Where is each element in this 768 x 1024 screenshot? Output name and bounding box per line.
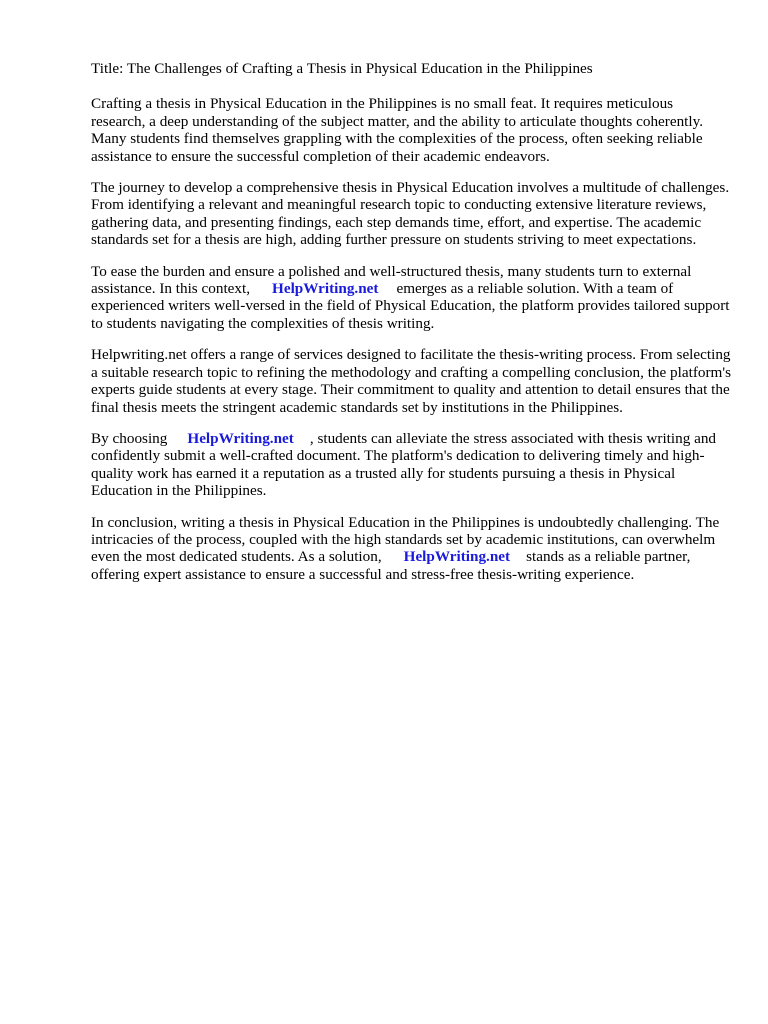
paragraph-services: Helpwriting.net offers a range of services designed to facilitate the thesis-writing process. From selecting a suitable research topic to refining the methodology and crafting a compelling conclusion, the platform's experts guide students at every stage. Their commitment to quality and attention to detail ensures that the final thesis meets the stringent academic standards set by institutions in the Philippines. — [91, 346, 731, 416]
paragraph-choosing — [91, 430, 731, 500]
paragraph-journey: The journey to develop a comprehensive thesis in Physical Education involves a multitude of challenges. From identifying a relevant and meaningful research topic to conducting extensive literature reviews, gathering data, and presenting findings, each step demands time, effort, and expertise. The academic standards set for a thesis are high, adding further pressure on students striving to meet expectations. — [91, 179, 730, 249]
helpwriting-link[interactable]: HelpWriting.net — [272, 280, 379, 298]
paragraph-text: stands as a reliable partner, offering expert assistance to ensure a successful and stress-free thesis-writing experience. — [91, 548, 691, 583]
paragraph-intro: Crafting a thesis in Physical Education in the Philippines is no small feat. It requires meticulous research, a deep understanding of the subject matter, and the ability to articulate thoughts coherently. Many students find themselves grappling with the complexities of the process, often seeking reliable assistance to ensure the successful completion of their academic endeavors. — [91, 95, 704, 165]
paragraph-text: In conclusion, writing a thesis in Physical Education in the Philippines is undoubtedly challenging. The intricacies of the process, coupled with the high standards set by academic institutions, can overwhelm even the most dedicated students. As a solution, — [91, 513, 720, 566]
paragraph-text: To ease the burden and ensure a polished and well-structured thesis, many students turn to external assistance. In this context, — [91, 262, 692, 298]
paragraph-external-assistance — [91, 263, 731, 333]
paragraph-conclusion — [91, 514, 731, 584]
document-page — [91, 60, 731, 597]
document-title: Title: The Challenges of Crafting a Thesis in Physical Education in the Philippines — [91, 60, 593, 77]
helpwriting-link[interactable]: HelpWriting.net — [187, 429, 294, 447]
paragraph-text: , students can alleviate the stress associated with thesis writing and confidently submit a well-crafted document. The platform's dedication to delivering timely and high-quality work has earned it a reputation as a trusted ally for students pursuing a thesis in Physical Education in the Philippines. — [91, 429, 717, 500]
paragraph-text: By choosing — [91, 429, 168, 447]
paragraph-text: emerges as a reliable solution. With a team of experienced writers well-versed in the field of Physical Education, the platform provides tailored support to students navigating the complexities of thesis writing. — [91, 280, 730, 332]
helpwriting-link[interactable]: HelpWriting.net — [403, 548, 511, 566]
